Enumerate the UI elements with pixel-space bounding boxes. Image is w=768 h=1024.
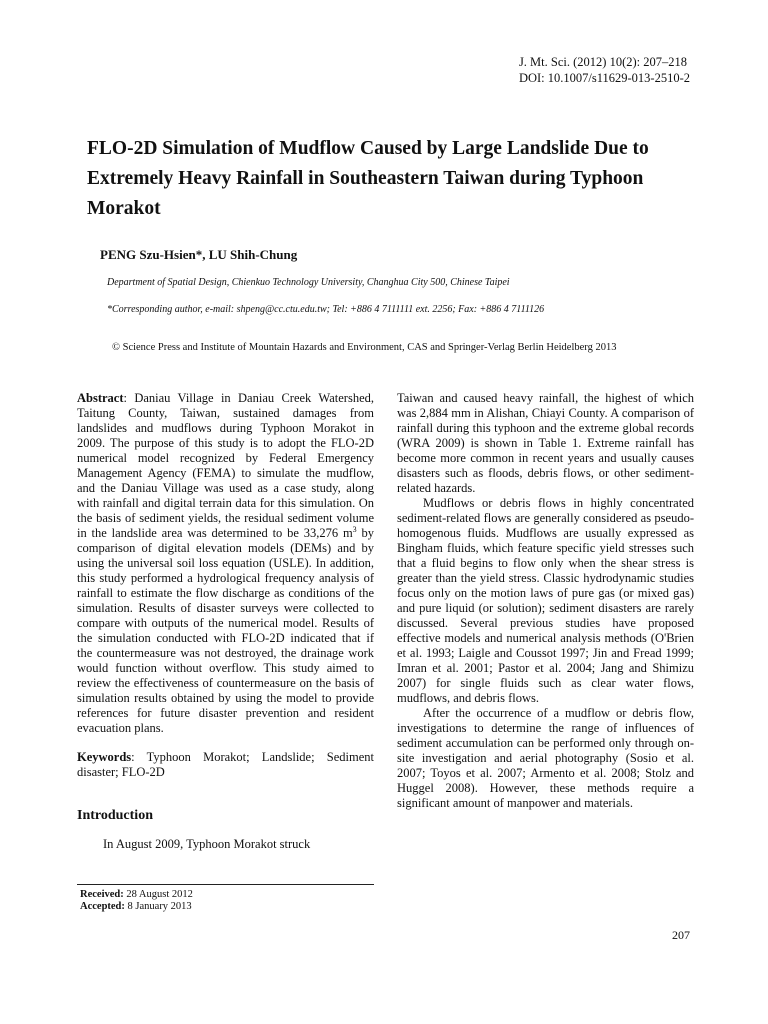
journal-citation: J. Mt. Sci. (2012) 10(2): 207–218 xyxy=(518,55,687,69)
abstract-superscript: 3 xyxy=(352,524,357,534)
abstract-text: : Daniau Village in Daniau Creek Watershed, Taitung County, Taiwan, sustained damages from landslides and mudflows during Typhoon Morakot in 2009. The purpose of this study is to adopt the FLO-2D numerical model recognized by Federal Emergency Management Agency (FEMA) to simulate the mudflow, and the Daniau Village was used as a case study, along with rainfall and digital terrain data for this simulation. On the basis of sediment yields, the residual sediment volume in the landslide area was determined to be 33,276 m xyxy=(77,391,374,540)
body-paragraph-2: Mudflows or debris flows in highly concentrated sediment-related flows are generally considered as pseudo-homogenous fluids. Mudflows are usually expressed as Bingham fluids, which feature specific yield stresses such that a fluid begins to flow only when the shear stress is greater than the yield stress. Classic hydrodynamic studies focus only on the motion laws of pure gas (or mixed gas) and pure liquid (or solution); sediment disasters are rarely discussed. Several previous studies have proposed effective models and numerical analysis methods (O'Brien et al. 1993; Laigle and Coussot 1997; Jin and Fread 1999; Imran et al. 2001; Pastor et al. 2004; Jang and Shimizu 2007) for single fluids such as clear water flows, mudflows, and debris flows. xyxy=(397,496,694,705)
keywords-text: : Typhoon Morakot; Landslide; Sediment disaster; FLO-2D xyxy=(77,750,374,779)
submission-dates xyxy=(80,889,193,913)
keywords-label: Keywords xyxy=(77,750,132,764)
authors: PENG Szu-Hsien*, LU Shih-Chung xyxy=(100,247,298,262)
received-label: Received: xyxy=(80,889,124,900)
footnote-divider xyxy=(77,884,374,885)
body-paragraph-3: After the occurrence of a mudflow or debris flow, investigations to determine the range of influences of sediment accumulation can be performed only through on-site investigation and aerial photography (Sosio et al. 2007; Toyos et al. 2007; Armento et al. 2008; Stolz and Huggel 2008). However, these methods require a significant amount of manpower and materials. xyxy=(397,706,694,810)
paper-title: FLO-2D Simulation of Mudflow Caused by Large Landslide Due to Extremely Heavy Rainfall in Southeastern Taiwan during Typhoon Morakot xyxy=(87,138,649,219)
right-column xyxy=(397,391,694,811)
copyright-notice: © Science Press and Institute of Mountain Hazards and Environment, CAS and Springer-Verlag Berlin Heidelberg 2013 xyxy=(112,342,617,353)
abstract xyxy=(77,391,374,736)
introduction-heading: Introduction xyxy=(77,808,153,823)
keywords xyxy=(77,750,374,780)
accepted-label: Accepted: xyxy=(80,901,125,912)
journal-doi: DOI: 10.1007/s11629-013-2510-2 xyxy=(518,71,690,85)
left-column xyxy=(77,391,374,852)
accepted-date xyxy=(80,901,193,913)
body-paragraph-1: Taiwan and caused heavy rainfall, the highest of which was 2,884 mm in Alishan, Chiayi County. A comparison of rainfall during this typhoon and the extreme global records (WRA 2009) is shown in Table 1. Extreme rainfall has become more common in recent years and usually causes disasters such as floods, debris flows, or other sediment-related hazards. xyxy=(397,391,694,495)
introduction-first-line: In August 2009, Typhoon Morakot struck xyxy=(103,837,311,851)
abstract-label: Abstract xyxy=(77,391,124,405)
affiliation: Department of Spatial Design, Chienkuo Technology University, Changhua City 500, Chinese Taipei xyxy=(107,277,510,288)
received-date xyxy=(80,889,193,901)
accepted-value: 8 January 2013 xyxy=(124,901,192,912)
received-value: 28 August 2012 xyxy=(123,889,193,900)
journal-reference xyxy=(519,54,690,86)
corresponding-author: *Corresponding author, e-mail: shpeng@cc.ctu.edu.tw; Tel: +886 4 7111111 ext. 2256; Fax: +886 4 7111126 xyxy=(107,304,545,315)
abstract-text-cont: by comparison of digital elevation models (DEMs) and by using the universal soil loss equation (USLE). In addition, this study performed a hydrological frequency analysis of rainfall to estimate the flow discharge as conditions of the simulation. Results of disaster surveys were collected to compare with outputs of the numerical model. Results of the simulation conducted with FLO-2D indicated that if the countermeasure was not destroyed, the drainage work would function without overflow. This study aimed to review the effectiveness of countermeasure on the basis of simulation results obtained by using the model to provide references for future disaster prevention and resident evacuation plans. xyxy=(77,526,374,735)
page-number: 207 xyxy=(672,928,690,942)
